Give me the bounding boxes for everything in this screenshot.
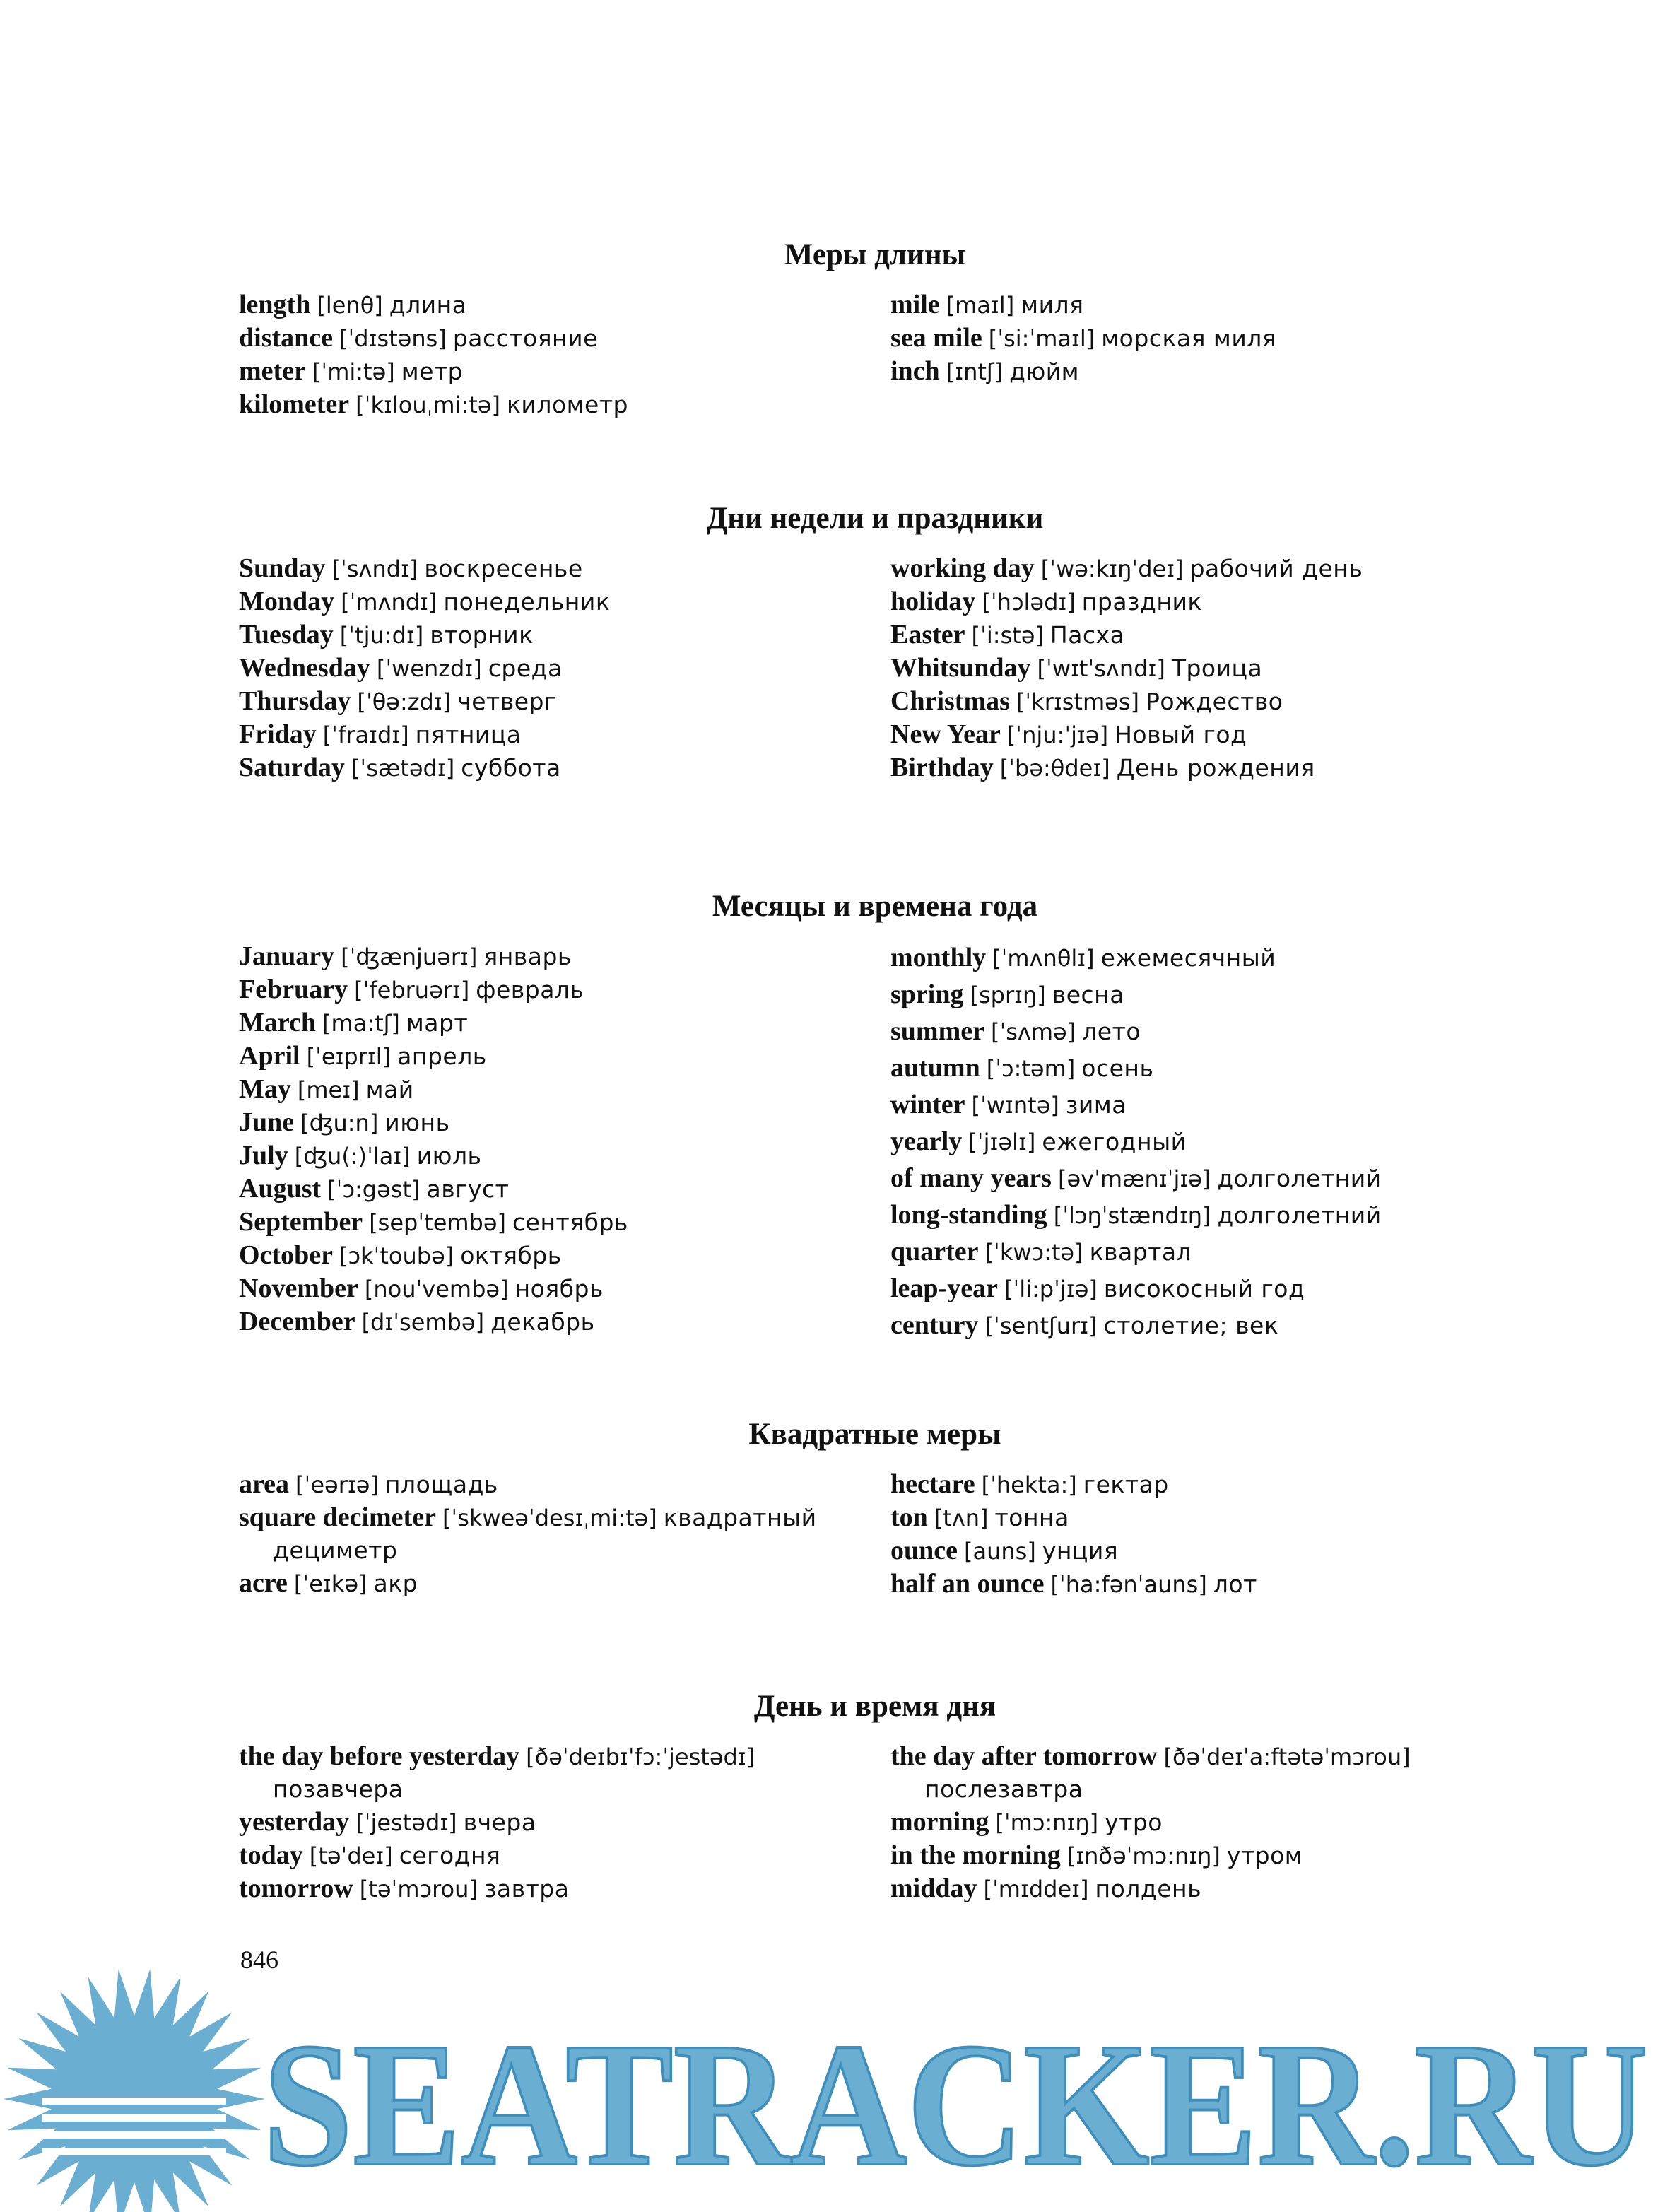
entry-word: Thursday — [239, 686, 351, 716]
section-weekdays-holidays — [239, 500, 1582, 782]
entry-transcription: [ˈsʌndɪ] — [331, 555, 418, 582]
entry-translation: июнь — [384, 1109, 450, 1136]
entry-translation: долголетний — [1217, 1201, 1382, 1229]
entry-transcription: [ˈsentʃurɪ] — [984, 1312, 1098, 1339]
entry-transcription: [ˈsætədɪ] — [351, 755, 455, 782]
entry-translation: столетие; век — [1103, 1312, 1279, 1339]
entry-word: of many years — [890, 1163, 1052, 1193]
entry-word: summer — [890, 1016, 984, 1046]
entry-word: July — [239, 1141, 288, 1170]
entry-translation: унция — [1042, 1537, 1119, 1565]
entry-transcription: [ˈsi:ˈmaɪl] — [988, 325, 1095, 352]
entry-translation: праздник — [1081, 588, 1202, 616]
entry-translation: понедельник — [443, 588, 611, 616]
vocab-entry — [890, 1872, 1597, 1905]
entry-translation: лот — [1213, 1570, 1257, 1598]
entry-transcription: [ɪnðəˈmɔ:nɪŋ] — [1066, 1842, 1221, 1869]
vocab-entry — [239, 1567, 861, 1600]
section-title: День и время дня — [753, 1690, 996, 1723]
entry-translation: февраль — [476, 976, 584, 1004]
entry-transcription: [ˈjɪəlɪ] — [968, 1129, 1036, 1155]
entry-translation: метр — [401, 358, 464, 385]
entry-translation: Троица — [1171, 654, 1263, 682]
right-column — [890, 940, 1597, 1344]
entry-translation: акр — [373, 1570, 418, 1597]
entry-translation: завтра — [483, 1875, 570, 1902]
entry-translation: расстояние — [452, 324, 598, 352]
vocab-entry — [890, 1234, 1597, 1271]
vocab-entry — [890, 940, 1597, 977]
entry-translation: сегодня — [399, 1842, 501, 1869]
entry-translation: високосный год — [1103, 1275, 1305, 1302]
entry-translation: День рождения — [1116, 754, 1315, 782]
left-column — [239, 1740, 861, 1905]
entry-transcription: [ˈnju:ˈjɪə] — [1006, 722, 1109, 748]
entry-transcription: [ðəˈdeɪˈa:ftətəˈmɔrou] — [1163, 1743, 1411, 1770]
right-column — [890, 552, 1597, 784]
vocab-entry — [239, 940, 861, 973]
entry-word: October — [239, 1240, 333, 1270]
entry-translation: октябрь — [460, 1242, 562, 1269]
entry-transcription: [ma:tʃ] — [322, 1010, 400, 1037]
entry-translation: утром — [1226, 1842, 1303, 1869]
entry-word: in the morning — [890, 1840, 1061, 1870]
entry-translation: сентябрь — [512, 1208, 628, 1236]
entry-transcription: [ˈli:pˈjɪə] — [1004, 1276, 1098, 1302]
entry-translation: ноябрь — [514, 1275, 604, 1302]
entry-word: leap-year — [890, 1273, 998, 1303]
vocab-entry — [239, 618, 861, 652]
entry-translation: рабочий день — [1189, 555, 1363, 582]
entry-translation: суббота — [461, 754, 561, 782]
vocab-entry — [890, 1806, 1597, 1839]
entry-translation: май — [365, 1076, 414, 1103]
entry-word: spring — [890, 979, 964, 1009]
entry-word: length — [239, 290, 311, 319]
entry-transcription: [ˈwenzdɪ] — [376, 655, 482, 682]
entry-word: meter — [239, 356, 306, 386]
vocab-entry — [890, 718, 1597, 751]
entry-word: November — [239, 1273, 358, 1303]
entry-transcription: [sepˈtembə] — [369, 1209, 507, 1236]
entry-word: kilometer — [239, 389, 350, 419]
entry-translation: длина — [389, 291, 467, 319]
entry-translation: километр — [506, 391, 628, 418]
entry-translation: полдень — [1095, 1875, 1202, 1902]
section-length — [239, 236, 1582, 419]
vocab-entry — [239, 585, 861, 618]
entry-transcription: [ˈkɪlouˌmi:tə] — [355, 392, 500, 418]
entry-translation: март — [406, 1009, 469, 1037]
entry-translation: август — [426, 1175, 510, 1203]
entry-transcription: [ˈdɪstəns] — [339, 325, 447, 352]
vocab-entry — [890, 1124, 1597, 1160]
entry-word: acre — [239, 1568, 288, 1598]
entry-transcription: [ˈfebruərɪ] — [354, 977, 470, 1004]
entry-word: mile — [890, 290, 940, 319]
vocab-entry — [239, 322, 861, 355]
left-column — [239, 288, 861, 421]
vocab-entry — [239, 652, 861, 685]
entry-word: long-standing — [890, 1200, 1047, 1230]
entry-word: working day — [890, 553, 1035, 583]
entry-word: today — [239, 1840, 303, 1870]
vocab-entry — [239, 1106, 861, 1139]
entry-word: May — [239, 1074, 291, 1104]
vocab-entry — [890, 1050, 1597, 1087]
vocab-entry — [239, 1501, 861, 1567]
vocab-entry — [890, 1087, 1597, 1124]
sun-icon — [4, 1969, 265, 2212]
entry-translation: гектар — [1083, 1471, 1169, 1498]
entry-transcription: [ˈeərɪə] — [295, 1471, 379, 1498]
vocab-entry — [239, 751, 861, 784]
entry-translation-continued: позавчера — [273, 1775, 404, 1803]
entry-translation: январь — [483, 943, 572, 970]
vocab-entry — [239, 1040, 861, 1073]
section-square-measures — [239, 1416, 1582, 1599]
entry-transcription: [ˈmɪddeɪ] — [983, 1876, 1089, 1902]
entry-word: winter — [890, 1090, 965, 1119]
entry-word: sea mile — [890, 323, 982, 353]
entry-word: Birthday — [890, 753, 994, 782]
entry-transcription: [ˈmi:tə] — [312, 358, 395, 385]
entry-translation-continued: дециметр — [273, 1536, 398, 1564]
entry-transcription: [tʌn] — [934, 1505, 989, 1531]
entry-word: August — [239, 1174, 322, 1204]
entry-transcription: [ˈskweəˈdesɪˌmi:tə] — [442, 1505, 657, 1531]
entry-word: Tuesday — [239, 620, 334, 649]
entry-translation: июль — [416, 1142, 482, 1170]
entry-transcription: [ˈsʌmə] — [990, 1018, 1076, 1045]
vocab-entry — [239, 685, 861, 718]
entry-transcription: [nouˈvembə] — [364, 1276, 509, 1302]
right-column — [890, 1740, 1597, 1905]
entry-translation: четверг — [457, 688, 557, 715]
entry-word: autumn — [890, 1053, 980, 1083]
vocab-entry — [890, 1567, 1597, 1601]
entry-transcription: [lenθ] — [317, 292, 383, 319]
vocab-entry — [890, 1160, 1597, 1197]
vocab-entry — [239, 1139, 861, 1172]
vocab-entry — [239, 1239, 861, 1272]
vocab-entry — [890, 1013, 1597, 1050]
entry-word: the day after tomorrow — [890, 1741, 1158, 1771]
vocab-entry — [239, 1206, 861, 1239]
entry-transcription: [əvˈmænɪˈjɪə] — [1057, 1165, 1211, 1192]
entry-transcription: [ˈwɪtˈsʌndɪ] — [1037, 655, 1165, 682]
entry-word: Sunday — [239, 553, 326, 583]
entry-transcription: [ʤu:n] — [300, 1110, 379, 1136]
right-column — [890, 1468, 1597, 1601]
vocab-entry — [239, 1172, 861, 1206]
entry-translation: Новый год — [1115, 721, 1247, 748]
entry-word: December — [239, 1307, 355, 1336]
entry-transcription: [təˈdeɪ] — [309, 1842, 393, 1869]
entry-word: century — [890, 1310, 979, 1340]
entry-transcription: [meɪ] — [297, 1076, 360, 1103]
entry-transcription: [dɪˈsembə] — [361, 1309, 485, 1336]
vocab-entry — [890, 1839, 1597, 1872]
entry-word: ton — [890, 1502, 928, 1532]
entry-translation: весна — [1052, 981, 1124, 1008]
entry-word: half an ounce — [890, 1569, 1045, 1599]
entry-word: quarter — [890, 1237, 979, 1266]
entry-transcription: [auns] — [964, 1538, 1036, 1565]
entry-translation: Рождество — [1145, 688, 1283, 715]
vocab-entry — [239, 973, 861, 1006]
entry-translation: зима — [1065, 1091, 1127, 1119]
vocab-entry — [239, 552, 861, 585]
entry-transcription: [ˈlɔŋˈstændɪŋ] — [1053, 1202, 1211, 1229]
entry-word: yearly — [890, 1126, 963, 1156]
entry-transcription: [ˈha:fənˈauns] — [1050, 1571, 1207, 1598]
entry-transcription: [sprɪŋ] — [970, 982, 1046, 1008]
entry-transcription: [ˈmʌndɪ] — [341, 589, 437, 616]
vocab-entry — [239, 1006, 861, 1040]
entry-transcription: [ˈeɪprɪl] — [306, 1043, 392, 1070]
entry-translation: квадратный — [663, 1504, 817, 1531]
entry-transcription: [ˈʤænjuərɪ] — [341, 943, 478, 970]
vocab-entry — [239, 1073, 861, 1106]
vocab-entry — [890, 355, 1597, 388]
entry-translation: Пасха — [1049, 621, 1125, 649]
entry-transcription: [ˈkwɔ:tə] — [984, 1239, 1083, 1266]
entry-translation: миля — [1021, 291, 1084, 319]
entry-transcription: [ɪntʃ] — [946, 358, 1004, 385]
entry-transcription: [təˈmɔrou] — [359, 1876, 478, 1902]
vocab-entry — [890, 685, 1597, 718]
section-title: Дни недели и праздники — [706, 502, 1044, 535]
vocab-entry — [239, 355, 861, 388]
entry-translation: осень — [1081, 1054, 1154, 1082]
entry-transcription: [maɪl] — [946, 292, 1015, 319]
entry-word: January — [239, 941, 335, 971]
vocab-entry — [890, 1468, 1597, 1501]
entry-translation: ежемесячный — [1100, 944, 1276, 972]
entry-translation: утро — [1105, 1808, 1163, 1836]
entry-transcription: [ˈθə:zdɪ] — [357, 688, 452, 715]
entry-transcription: [ˈkrɪstməs] — [1016, 688, 1139, 715]
entry-word: New Year — [890, 719, 1001, 749]
right-column — [890, 288, 1597, 388]
vocab-entry — [890, 585, 1597, 618]
vocab-entry — [890, 288, 1597, 322]
entry-transcription: [ˈjestədɪ] — [355, 1809, 457, 1836]
page-number: 846 — [240, 1946, 278, 1974]
entry-word: monthly — [890, 943, 987, 972]
watermark-logo — [0, 1965, 1670, 2212]
vocab-entry — [239, 288, 861, 322]
entry-transcription: [ˈmɔ:nɪŋ] — [995, 1809, 1099, 1836]
entry-transcription: [ˈwə:kɪŋˈdeɪ] — [1040, 555, 1184, 582]
vocab-entry — [890, 1271, 1597, 1307]
section-title: Меры длины — [784, 238, 966, 271]
entry-translation: тонна — [994, 1504, 1069, 1531]
entry-translation: морская миля — [1101, 324, 1277, 352]
entry-word: ounce — [890, 1536, 958, 1565]
vocab-entry — [890, 1534, 1597, 1567]
entry-translation: ежегодный — [1042, 1128, 1187, 1155]
entry-word: Friday — [239, 719, 317, 749]
entry-translation: вторник — [430, 621, 534, 649]
entry-transcription: [ɔkˈtoubə] — [339, 1242, 454, 1269]
entry-word: June — [239, 1107, 295, 1137]
vocab-entry — [239, 388, 861, 421]
section-title: Квадратные меры — [748, 1418, 1001, 1451]
vocab-entry — [890, 618, 1597, 652]
watermark-text: SEATRACKER.RU — [263, 2007, 1648, 2203]
entry-word: morning — [890, 1807, 989, 1837]
entry-translation: лето — [1082, 1018, 1141, 1045]
entry-translation: апрель — [397, 1042, 487, 1070]
left-column — [239, 1468, 861, 1600]
left-column — [239, 940, 861, 1339]
entry-word: midday — [890, 1873, 977, 1903]
entry-transcription: [ˈɔ:gəst] — [327, 1176, 421, 1203]
entry-transcription: [ˈbə:θdeɪ] — [999, 755, 1110, 782]
vocab-entry — [239, 1468, 861, 1501]
section-day-time — [239, 1688, 1582, 1903]
entry-word: Whitsunday — [890, 653, 1031, 683]
entry-word: April — [239, 1041, 300, 1071]
vocab-entry — [890, 552, 1597, 585]
entry-word: Christmas — [890, 686, 1010, 716]
entry-translation: декабрь — [490, 1308, 595, 1336]
entry-translation: квартал — [1089, 1238, 1192, 1266]
entry-transcription: [ˈfraɪdɪ] — [322, 722, 409, 748]
entry-translation: дюйм — [1009, 358, 1080, 385]
entry-translation-continued: послезавтра — [924, 1775, 1083, 1803]
vocab-entry — [239, 1740, 861, 1806]
left-column — [239, 552, 861, 784]
vocab-entry — [890, 1307, 1597, 1344]
entry-word: distance — [239, 323, 333, 353]
entry-transcription: [ˈhekta:] — [981, 1471, 1077, 1498]
entry-translation: воскресенье — [424, 555, 583, 582]
entry-translation: среда — [488, 654, 563, 682]
entry-word: February — [239, 975, 348, 1004]
entry-word: Saturday — [239, 753, 345, 782]
entry-transcription: [ˈtju:dɪ] — [339, 622, 424, 649]
entry-translation: площадь — [384, 1471, 498, 1498]
entry-word: holiday — [890, 587, 976, 616]
entry-word: square decimeter — [239, 1502, 436, 1532]
vocab-entry — [239, 1305, 861, 1339]
entry-word: area — [239, 1469, 290, 1499]
vocab-entry — [239, 1272, 861, 1305]
entry-translation: вчера — [463, 1808, 536, 1836]
vocab-entry — [890, 1501, 1597, 1534]
section-title: Месяцы и времена года — [712, 890, 1038, 923]
vocab-entry — [890, 751, 1597, 784]
entry-transcription: [ˈeɪkə] — [293, 1570, 367, 1597]
entry-word: hectare — [890, 1469, 975, 1499]
entry-word: Wednesday — [239, 653, 370, 683]
vocab-entry — [890, 322, 1597, 355]
entry-transcription: [ˈi:stə] — [971, 622, 1044, 649]
entry-transcription: [ðəˈdeɪbɪˈfɔ:ˈjestədɪ] — [526, 1743, 755, 1770]
entry-transcription: [ˈwɪntə] — [971, 1092, 1059, 1119]
vocab-entry — [239, 1872, 861, 1905]
vocab-entry — [890, 1197, 1597, 1234]
entry-word: the day before yesterday — [239, 1741, 520, 1771]
section-months-seasons — [239, 888, 1582, 1340]
vocab-entry — [239, 1839, 861, 1872]
vocab-entry — [239, 1806, 861, 1839]
vocab-entry — [890, 977, 1597, 1013]
entry-word: March — [239, 1008, 317, 1037]
entry-word: inch — [890, 356, 940, 386]
vocab-entry — [239, 718, 861, 751]
entry-transcription: [ʤu(:)ˈlaɪ] — [294, 1143, 411, 1170]
entry-transcription: [ˈmʌnθlɪ] — [992, 945, 1095, 972]
entry-word: yesterday — [239, 1807, 350, 1837]
entry-word: tomorrow — [239, 1873, 353, 1903]
entry-word: Monday — [239, 587, 335, 616]
entry-translation: пятница — [415, 721, 522, 748]
entry-word: September — [239, 1207, 363, 1237]
vocab-entry — [890, 652, 1597, 685]
entry-translation: долголетний — [1217, 1165, 1382, 1192]
entry-word: Easter — [890, 620, 965, 649]
vocab-entry — [890, 1740, 1597, 1806]
entry-transcription: [ˈhɔlədɪ] — [982, 589, 1076, 616]
entry-transcription: [ˈɔ:təm] — [986, 1055, 1076, 1082]
